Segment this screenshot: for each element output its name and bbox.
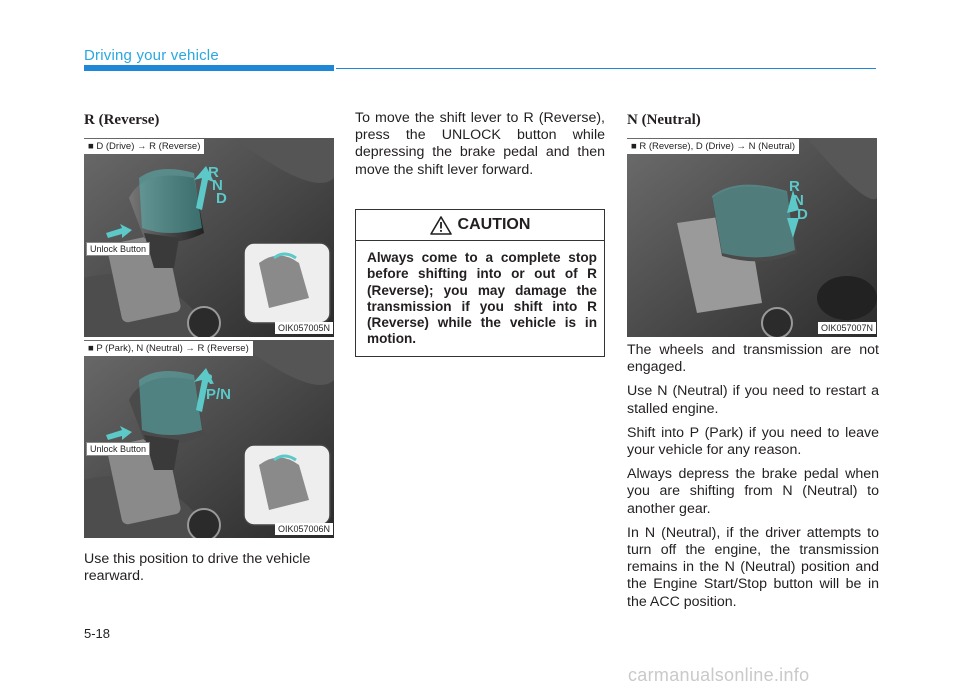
figure-code: OIK057007N <box>818 322 876 334</box>
gear-letter-r: R <box>789 178 800 195</box>
caution-box <box>355 209 605 357</box>
gear-letters-3 <box>789 180 808 222</box>
watermark: carmanualsonline.info <box>628 665 810 685</box>
caution-text: Always come to a complete stop before shifting into or out of R (Reverse); you may damage the transmission if you shift into R (Reverse) while the vehicle is in motion. <box>367 250 597 347</box>
figure-caption: ■ P (Park), N (Neutral) → R (Reverse) <box>84 341 253 356</box>
caution-header <box>356 210 604 241</box>
gear-letters-1 <box>208 166 227 205</box>
unlock-button-label: Unlock Button <box>86 442 150 456</box>
figure-code: OIK057006N <box>275 523 333 535</box>
reverse-description: Use this position to drive the vehicle rearward. <box>84 551 311 585</box>
gear-letter-n: N <box>212 177 223 194</box>
gear-letter-d: D <box>797 206 808 223</box>
caution-title: CAUTION <box>457 216 531 233</box>
unlock-button-label: Unlock Button <box>86 242 150 256</box>
figure-to-neutral <box>627 138 877 337</box>
shifter-photo-2 <box>84 340 334 538</box>
heading-neutral: N (Neutral) <box>627 112 701 128</box>
figure-park-neutral-to-reverse <box>84 340 334 538</box>
figure-caption: ■ D (Drive) → R (Reverse) <box>84 139 204 154</box>
page-number: 5-18 <box>84 626 111 641</box>
gear-letters-2 <box>202 372 231 402</box>
figure-code: OIK057005N <box>275 322 333 334</box>
figure-drive-to-reverse <box>84 138 334 337</box>
paragraph: In N (Neutral), if the driver attempts to turn off the engine, the transmission remains in the N (Neutral) position and the Engine Start/Stop button will be in the ACC position. <box>627 524 879 610</box>
paragraph: Always depress the brake pedal when you are shifting from N (Neutral) to another gear. <box>627 466 879 517</box>
reverse-instructions: To move the shift lever to R (Reverse), press the UNLOCK button while depressing the brake pedal and then move the shift lever forward. <box>355 110 605 178</box>
figure-caption: ■ R (Reverse), D (Drive) → N (Neutral) <box>627 139 799 154</box>
warning-triangle-icon <box>430 216 452 235</box>
header-rule-thin <box>336 68 876 69</box>
gear-letter-n: N <box>793 192 804 209</box>
section-title: Driving your vehicle <box>84 47 219 64</box>
paragraph: Use N (Neutral) if you need to restart a stalled engine. <box>627 383 879 417</box>
gear-letter-r: R <box>208 164 219 181</box>
gear-letter-pn: P/N <box>206 386 232 403</box>
paragraph: Shift into P (Park) if you need to leave your vehicle for any reason. <box>627 424 879 459</box>
heading-reverse: R (Reverse) <box>84 112 160 128</box>
neutral-description <box>627 342 879 618</box>
gear-letter-d: D <box>216 190 227 207</box>
gear-letter-r: R <box>202 371 213 388</box>
shifter-photo-3 <box>627 138 877 337</box>
header-rule-thick <box>84 65 334 71</box>
paragraph: The wheels and transmission are not engaged. <box>627 342 879 376</box>
